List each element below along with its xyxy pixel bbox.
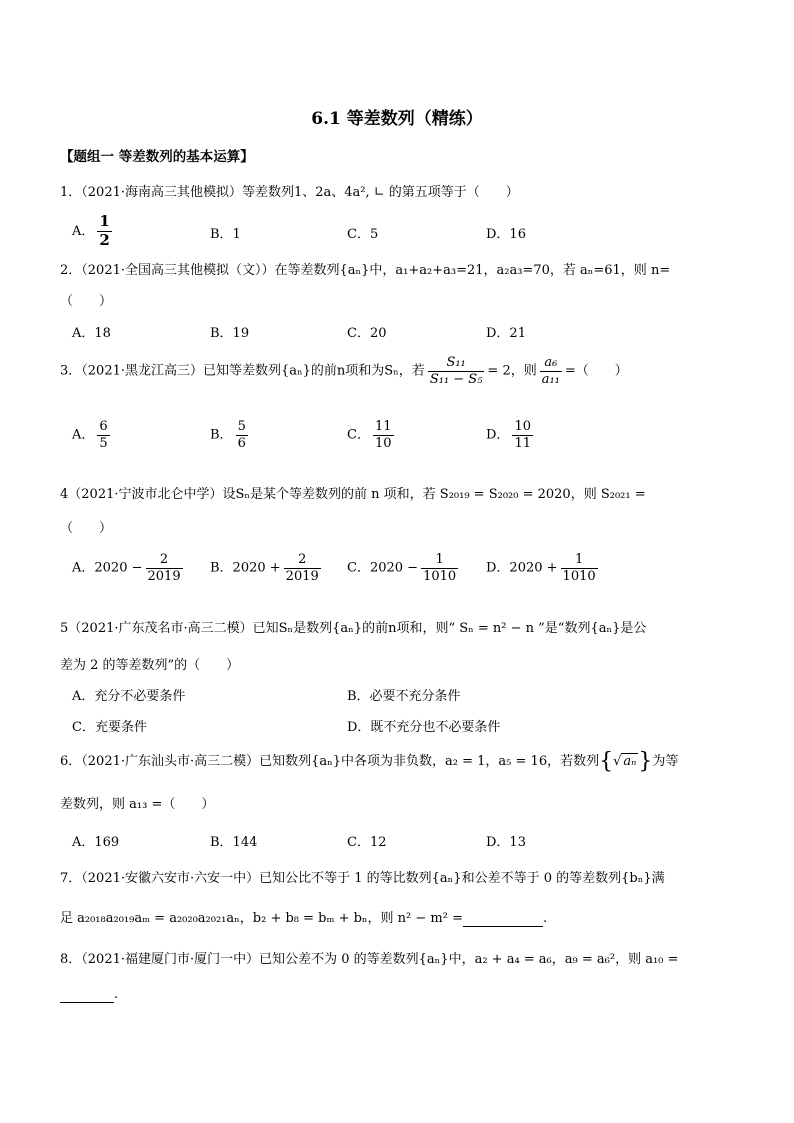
q2-option-a: A．18 [72,326,111,341]
option-label: D．2020 + [486,560,558,576]
q4-option-c [347,553,461,583]
q6-option-a: A．169 [72,835,120,850]
fraction-num: 11 [374,419,392,434]
q6-option-d: D．13 [486,835,526,850]
brace-left: { [599,749,614,774]
sqrt-sign: √ [613,754,622,769]
fraction-num: 10 [514,419,531,434]
question-4: 4（2021·宁波市北仑中学）设Sₙ是某个等差数列的前 n 项和，若 S₂₀₁₉ = S₂₀₂₀ = 2020，则 S₂₀₂₁ = [60,487,646,502]
sqrt-radicand: aₙ [623,754,637,769]
fraction-num: 1 [421,553,458,569]
option-fraction [146,553,183,583]
option-fraction [512,420,533,450]
q6-text-post: 为等 [652,754,679,769]
q1-option-d: D．16 [486,227,526,242]
question-1: 1．（2021·海南高三其他模拟）等差数列1、2a、4a², ∟ 的第五项等于（ ） [60,185,519,200]
q8-end: . [114,987,119,1002]
q3-text-post: =（ ） [564,363,628,379]
option-fraction [284,553,321,583]
fraction-den: 11 [514,435,531,451]
option-fraction [236,420,248,450]
fraction-den: 6 [237,435,246,451]
q6-text-pre: 6．（2021·广东汕头市·高三二模）已知数列{aₙ}中各项为非负数，a₂ = 1，a₅ = 16，若数列 [60,754,600,769]
question-6-line-2: 差数列，则 a₁₃ =（ ） [60,797,215,812]
q5-option-a: A．充分不必要条件 [72,689,186,704]
q3-option-a [72,420,113,450]
q3-option-d [486,420,536,450]
question-8-line-2 [60,987,118,1003]
question-8: 8．（2021·福建厦门市·厦门一中）已知公差不为 0 的等差数列{aₙ}中，a₂ + a₄ = a₆，a₉ = a₆²，则 a₁₀ = [60,952,679,967]
option-fraction [561,553,598,583]
q3-text-mid: = 2，则 [487,363,537,379]
brace-right: } [638,749,653,774]
fraction-den: 2 [99,230,110,249]
q1-option-a-fraction [97,214,111,249]
q5-option-b: B．必要不充分条件 [347,689,461,704]
answer-blank[interactable] [463,911,543,927]
q6-option-c: C．12 [347,835,387,850]
fraction-num: a₆ [540,356,562,372]
fraction-num: 1 [561,553,598,569]
fraction-den: 2019 [147,568,181,584]
page-title: 6.1 等差数列（精练） [311,109,483,129]
q4-option-d [486,553,601,583]
q1-option-c: C．5 [347,227,379,242]
question-5-line-2: 差为 2 的等差数列”的（ ） [60,658,240,673]
q4-option-a [72,553,186,583]
fraction-den: 1010 [562,568,596,584]
q6-option-b: B．144 [210,835,258,850]
question-3 [60,356,628,386]
question-4-paren: （ ） [60,521,113,536]
fraction-den: 2019 [285,568,319,584]
option-fraction [97,420,109,450]
q7-text: 足 a₂₀₁₈a₂₀₁₉aₘ = a₂₀₂₀a₂₀₂₁aₙ，b₂ + b₈ = bₘ + bₙ，则 n² − m² = [60,911,463,926]
fraction-num: 1 [99,212,110,230]
q2-option-c: C．20 [347,326,387,341]
fraction-den: a₁₁ [541,371,560,387]
fraction-den: 5 [99,435,108,451]
q5-option-d: D．既不充分也不必要条件 [347,720,501,735]
q2-option-b: B．19 [210,326,250,341]
q3-option-c [347,420,397,450]
question-2-paren: （ ） [60,294,113,309]
q7-end: . [543,911,548,926]
fraction-num: 5 [237,419,246,434]
fraction-num: S₁₁ [428,356,485,372]
fraction-num: 6 [99,419,108,434]
question-2: 2．（2021·全国高三其他模拟（文））在等差数列{aₙ}中，a₁+a₂+a₃=21，a₂a₃=70，若 aₙ=61，则 n= [60,263,671,278]
answer-blank[interactable] [60,987,114,1003]
question-5: 5（2021·广东茂名市·高三二模）已知Sₙ是数列{aₙ}的前n项和，则“ Sₙ = n² − n ”是“数列{aₙ}是公 [60,621,647,636]
q5-option-c: C．充要条件 [72,720,147,735]
question-7: 7．（2021·安徽六安市·六安一中）已知公比不等于 1 的等比数列{aₙ}和公差不等于 0 的等差数列{bₙ}满 [60,871,665,886]
fraction-num: 2 [284,553,321,569]
option-fraction [373,420,394,450]
q2-option-d: D．21 [486,326,526,341]
option-label: C．2020 − [347,560,419,576]
fraction-den: S₁₁ − S₅ [429,371,483,387]
option-label: C． [347,427,370,443]
option-label: D． [486,427,510,443]
option-label: A． [72,427,95,443]
option-label: A．2020 − [72,560,143,576]
q3-fraction-1 [428,356,485,386]
q3-fraction-2 [540,356,562,386]
fraction-den: 1010 [423,568,457,584]
fraction-den: 10 [374,435,392,451]
question-7-line-2 [60,907,547,927]
fraction-num: 2 [146,553,183,569]
question-6 [60,749,678,774]
option-label: B．2020 + [210,560,281,576]
q4-option-b [210,553,324,583]
option-fraction [421,553,458,583]
section-heading: 【题组一 等差数列的基本运算】 [60,149,254,165]
q1-option-a [72,214,115,249]
q3-option-b [210,420,251,450]
q1-option-a-label: A． [72,223,95,239]
q1-option-b: B．1 [210,227,241,242]
option-label: B． [210,427,233,443]
q3-text-pre: 3．（2021·黑龙江高三）已知等差数列{aₙ}的前n项和为Sₙ，若 [60,363,425,379]
